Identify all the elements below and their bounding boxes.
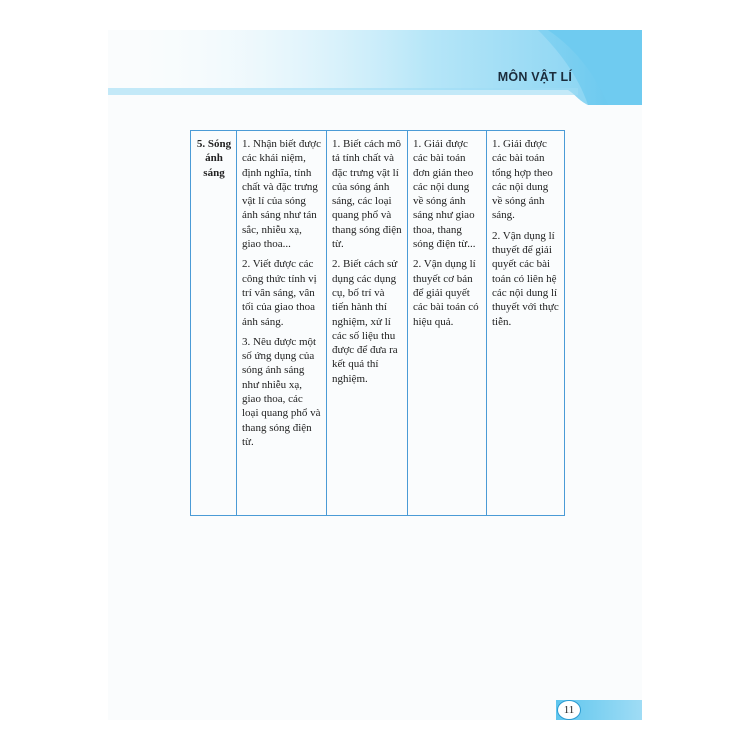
content-table <box>190 130 565 516</box>
list-item: 1. Giải được các bài toán đơn giản theo các nội dung về sóng ánh sáng như giao thoa, thang sóng điện từ... <box>413 138 476 251</box>
list-item: 2. Vận dụng lí thuyết để giải quyết các bài toán có liên hệ các nội dung lí thuyết với thực tiễn. <box>492 229 559 328</box>
topic-cell: 5. Sóng ánh sáng <box>191 131 237 516</box>
header-band <box>108 30 642 105</box>
table-cell-van-dung-cao <box>487 131 565 516</box>
table-cell-van-dung <box>408 131 487 516</box>
page-number: 11 <box>557 700 581 720</box>
list-item: 1. Nhận biết được các khái niệm, định nghĩa, tính chất và đặc trưng vật lí của sóng ánh sáng như tán sắc, nhiễu xạ, giao thoa... <box>242 138 321 251</box>
list-item: 2. Vận dụng lí thuyết cơ bản để giải quyết các bài toán có hiệu quả. <box>413 258 479 328</box>
list-item: 2. Biết cách sử dụng các dụng cụ, bố trí và tiến hành thí nghiệm, xử lí các số liệu thu được để đưa ra kết quả thí nghiệm. <box>332 258 398 385</box>
table-row <box>191 131 565 516</box>
list-item: 1. Giải được các bài toán tổng hợp theo các nội dung về sóng ánh sáng. <box>492 138 553 222</box>
list-item: 2. Viết được các công thức tính vị trí vân sáng, vân tối của giao thoa ánh sáng. <box>242 258 317 328</box>
section-title: MÔN VẬT LÍ <box>497 70 572 84</box>
list-item: 3. Nêu được một số ứng dụng của sóng ánh sáng như nhiễu xạ, giao thoa, các loại quang phổ và thang sóng điện từ. <box>242 335 321 448</box>
table-cell-thong-hieu <box>327 131 408 516</box>
table-cell-nhan-biet <box>237 131 327 516</box>
list-item: 1. Biết cách mô tả tính chất và đặc trưng vật lí của sóng ánh sáng, các loại quang phổ và thang sóng điện từ. <box>332 138 402 251</box>
